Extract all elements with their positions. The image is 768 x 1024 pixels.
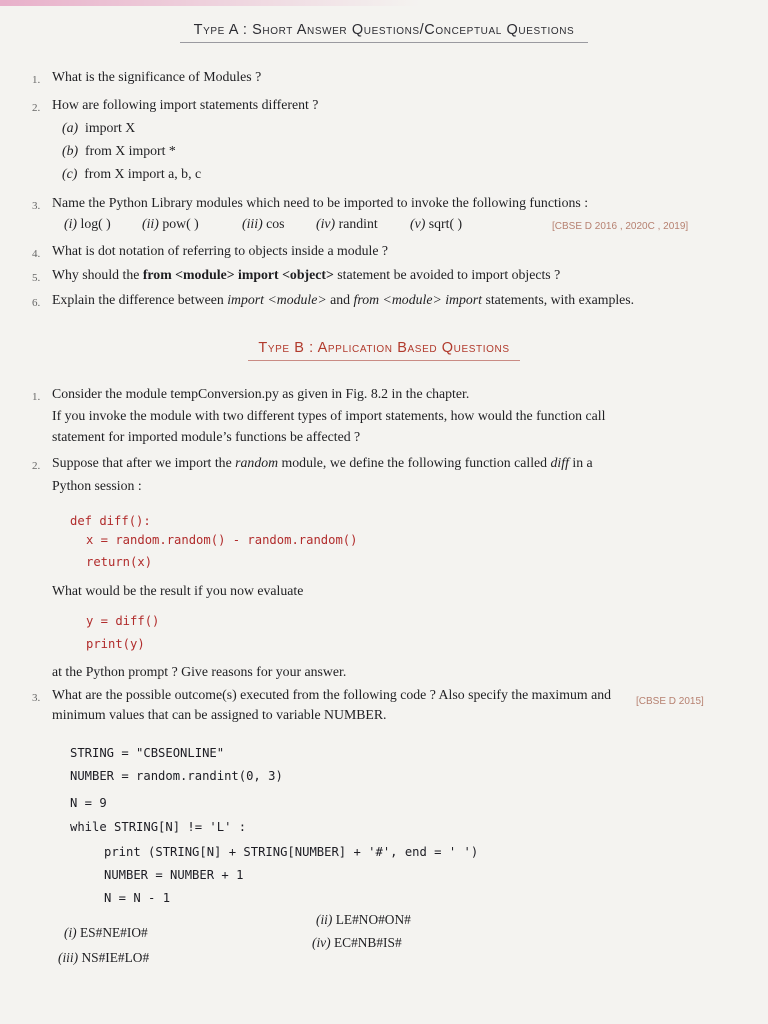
option-i: (i) ES#NE#IO# bbox=[64, 925, 148, 940]
function-v: (v) sqrt( ) bbox=[410, 216, 463, 231]
function-ii: (ii) pow( ) bbox=[142, 216, 199, 231]
code-line: N = 9 bbox=[70, 796, 107, 810]
code-line: while STRING[N] != 'L' : bbox=[70, 820, 247, 834]
question-text: Why should the from <module> import <object> statement be avoided to import objects ? bbox=[52, 267, 561, 282]
code-line: STRING = "CBSEONLINE" bbox=[70, 746, 225, 760]
question-text: How are following import statements different ? bbox=[52, 97, 319, 112]
question-text: Explain the difference between import <module> and from <module> import statements, with examples. bbox=[52, 292, 635, 307]
page-top-line bbox=[0, 0, 420, 6]
code-line: N = N - 1 bbox=[104, 891, 171, 905]
option-c: (c) from X import a, b, c bbox=[62, 166, 202, 181]
textbook-page: Type A : Short Answer Questions/Conceptual Questions 1. What is the significance of Modules ? 2. How are following import statements different ? (a) import X (b) from X import * (c) from X import a, b, c 3. Name the Python Library modules which need to be imported to invoke the following functions : (i) log( ) (ii) pow( ) (iii) cos (iv) randint (v) sqrt( ) [CBSE D 2016 , 2020C , 2019] 4. What is dot notation of referring to objects inside a module ? 5. Why should the from <module> import <object> statement be avoided to import objects ? 6. Explain the difference between import <module> and from <module> import statements, with examples. Type B : Application Based Questions 1. Consider the module tempConversion.py as given in Fig. 8.2 in the chapter. If you invoke the module with two different types of import statements, how would the function call statement for imported module’s functions be affected ? 2. Suppose that after we import the random module, we define the following function called diff in a Python session : def diff(): x = random.random() - random.random() return(x) What would be the result if you now evaluate y = diff() print(y) at the Python prompt ? Give reasons for your answer. 3. What are the possible outcome(s) executed from the following code ? Also specify the maximum and minimum values that can be assigned to variable NUMBER. [CBSE D 2015] STRING = "CBSEONLINE" NUMBER = random.randint(0, 3) N = 9 while STRING[N] != 'L' : print (STRING[N] + STRING[NUMBER] + '#', end = ' ') NUMBER = NUMBER + 1 N = N - 1 (i) ES#NE#IO# (ii) LE#NO#ON# (iii) NS#IE#LO# (iv) EC#NB#IS# bbox=[0, 0, 768, 1024]
citation: [CBSE D 2016 , 2020C , 2019] bbox=[552, 221, 689, 232]
code-line: NUMBER = random.randint(0, 3) bbox=[70, 769, 283, 783]
code-line: def diff(): bbox=[70, 514, 151, 528]
question-text: Suppose that after we import the random module, we define the following function called diff in a bbox=[52, 455, 593, 470]
question-text: Consider the module tempConversion.py as given in Fig. 8.2 in the chapter. bbox=[52, 386, 470, 401]
question-text: What is the significance of Modules ? bbox=[52, 69, 262, 84]
question-text: What are the possible outcome(s) executed from the following code ? Also specify the maximum and bbox=[52, 687, 611, 702]
function-iv: (iv) randint bbox=[316, 216, 378, 231]
question-text: Name the Python Library modules which need to be imported to invoke the following functions : bbox=[52, 195, 589, 210]
code-line: print(y) bbox=[86, 637, 145, 651]
question-text: What is dot notation of referring to objects inside a module ? bbox=[52, 243, 389, 258]
code-line: x = random.random() - random.random() bbox=[86, 533, 358, 547]
section-b-title: Type B : Application Based Questions bbox=[0, 340, 768, 361]
code-line: return(x) bbox=[86, 555, 153, 569]
section-a-title: Type A : Short Answer Questions/Conceptual Questions bbox=[0, 22, 768, 43]
option-ii: (ii) LE#NO#ON# bbox=[316, 912, 411, 927]
code-line: print (STRING[N] + STRING[NUMBER] + '#', end = ' ') bbox=[104, 845, 479, 859]
option-b: (b) from X import * bbox=[62, 143, 176, 158]
function-i: (i) log( ) bbox=[64, 216, 111, 231]
option-iv: (iv) EC#NB#IS# bbox=[312, 935, 402, 950]
option-iii: (iii) NS#IE#LO# bbox=[58, 950, 150, 965]
code-line: y = diff() bbox=[86, 614, 160, 628]
citation: [CBSE D 2015] bbox=[636, 696, 704, 707]
function-iii: (iii) cos bbox=[242, 216, 285, 231]
option-a: (a) import X bbox=[62, 120, 136, 135]
code-line: NUMBER = NUMBER + 1 bbox=[104, 868, 244, 882]
